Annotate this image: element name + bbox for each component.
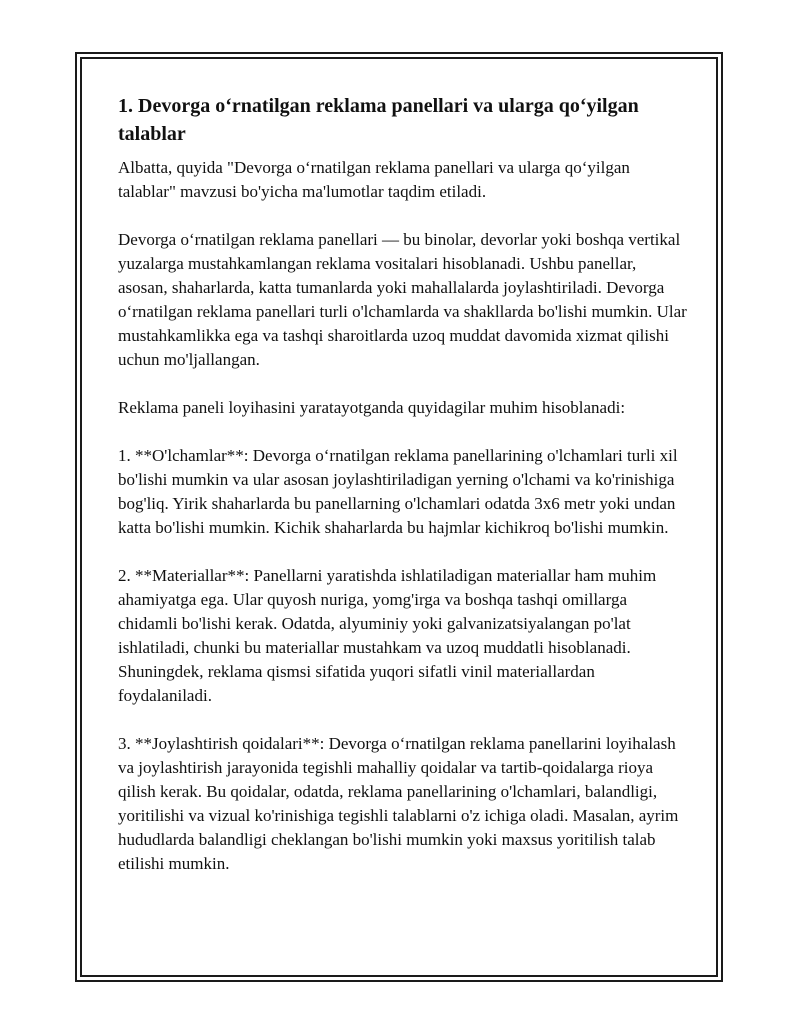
document-title: 1. Devorga o‘rnatilgan reklama panellari va ularga qo‘yilgan talablar xyxy=(118,95,639,145)
paragraph-placement-rules: 3. **Joylashtirish qoidalari**: Devorga o‘rnatilgan reklama panellarini loyihalash va joylashtirish jarayonida tegishli mahalliy qoidalar va tartib-qoidalarga rioya qilish kerak. Bu qoidalar, odatda, reklama panellarining o'lchamlari, balandligi, yoritilishi va vizual ko'rinishiga tegishli talablarni o'z ichiga oladi. Masalan, ayrim hududlarda balandligi cheklangan bo'lishi mumkin yoki maxsus yoritilish talab etilishi mumkin. xyxy=(118,734,679,873)
paragraph-definition: Devorga o‘rnatilgan reklama panellari — bu binolar, devorlar yoki boshqa vertikal yuzalarga mustahkamlangan reklama vositalari hisoblanadi. Ushbu panellar, asosan, shaharlarda, katta tumanlarda yoki mahallalarda joylashtiriladi. Devorga o‘rnatilgan reklama panellari turli o'lchamlarda va shakllarda bo'lishi mumkin. Ular mustahkamlikka ega va tashqi sharoitlarda uzoq muddat davomida xizmat qilishi uchun mo'ljallangan. xyxy=(118,230,687,369)
paragraph-requirements-lead: Reklama paneli loyihasini yaratayotganda quyidagilar muhim hisoblanadi: xyxy=(118,398,626,417)
paragraph-intro: Albatta, quyida "Devorga o‘rnatilgan reklama panellari va ularga qo‘yilgan talablar" mavzusi bo'yicha ma'lumotlar taqdim etiladi. xyxy=(118,158,630,201)
paragraph-dimensions: 1. **O'lchamlar**: Devorga o‘rnatilgan reklama panellarining o'lchamlari turli xil bo'lishi mumkin va ular asosan joylashtiriladigan yerning o'lchami va ko'rinishiga bog'liq. Yirik shaharlarda bu panellarning o'lchamlari odatda 3x6 metr yoki undan katta bo'lishi mumkin. Kichik shaharlarda bu hajmlar kichikroq bo'lishi mumkin. xyxy=(118,446,678,537)
document-body xyxy=(118,92,688,900)
paragraph-materials: 2. **Materiallar**: Panellarni yaratishda ishlatiladigan materiallar ham muhim ahamiyatga ega. Ular quyosh nuriga, yomg'irga va boshqa tashqi omillarga chidamli bo'lishi kerak. Odatda, alyuminiy yoki galvanizatsiyalangan po'lat ishlatiladi, chunki bu materiallar mustahkam va uzoq muddatli hisoblanadi. Shuningdek, reklama qismsi sifatida yuqori sifatli vinil materiallardan foydalaniladi. xyxy=(118,566,657,705)
